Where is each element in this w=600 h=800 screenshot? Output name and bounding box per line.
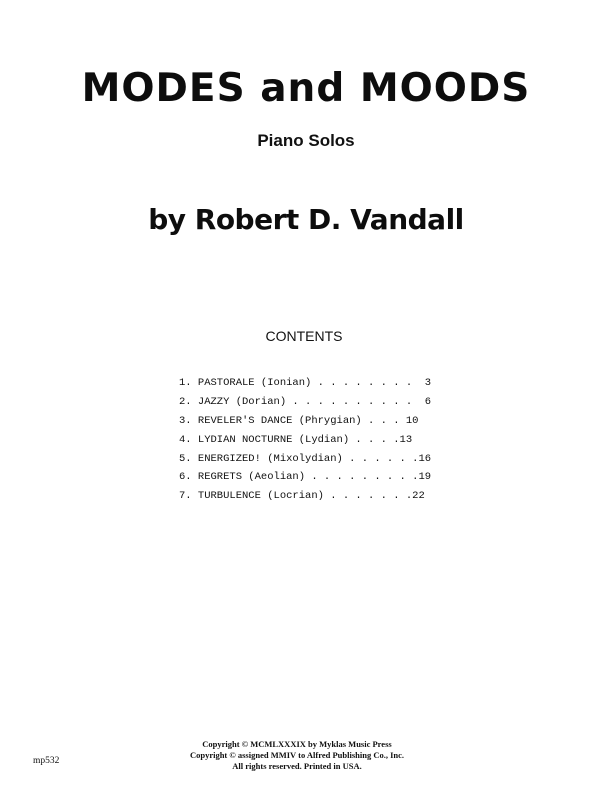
toc-entry: 1. PASTORALE (Ionian) . . . . . . . . 3 (179, 377, 432, 389)
copyright-notice (0, 739, 594, 772)
book-subtitle: Piano Solos (257, 131, 355, 150)
book-title: MODES and MOODS (81, 66, 531, 111)
copyright-line: All rights reserved. Printed in USA. (232, 761, 362, 771)
contents-heading: CONTENTS (265, 328, 343, 344)
toc-entry: 7. TURBULENCE (Locrian) . . . . . . .22 (179, 490, 425, 503)
toc-entry: 6. REGRETS (Aeolian) . . . . . . . . .19 (179, 471, 432, 484)
toc-entry: 3. REVELER'S DANCE (Phrygian) . . . 10 (179, 414, 419, 427)
copyright-line: Copyright © MCMLXXXIX by Myklas Music Press (202, 739, 392, 749)
copyright-line: Copyright © assigned MMIV to Alfred Publishing Co., Inc. (189, 750, 405, 760)
toc-entry: 2. JAZZY (Dorian) . . . . . . . . . . 6 (179, 395, 432, 408)
table-of-contents (179, 374, 431, 506)
author-credit: by Robert D. Vandall (148, 203, 464, 236)
toc-entry: 4. LYDIAN NOCTURNE (Lydian) . . . .13 (179, 433, 413, 446)
catalog-number: mp532 (33, 756, 60, 766)
toc-entry: 5. ENERGIZED! (Mixolydian) . . . . . .16 (179, 452, 432, 465)
